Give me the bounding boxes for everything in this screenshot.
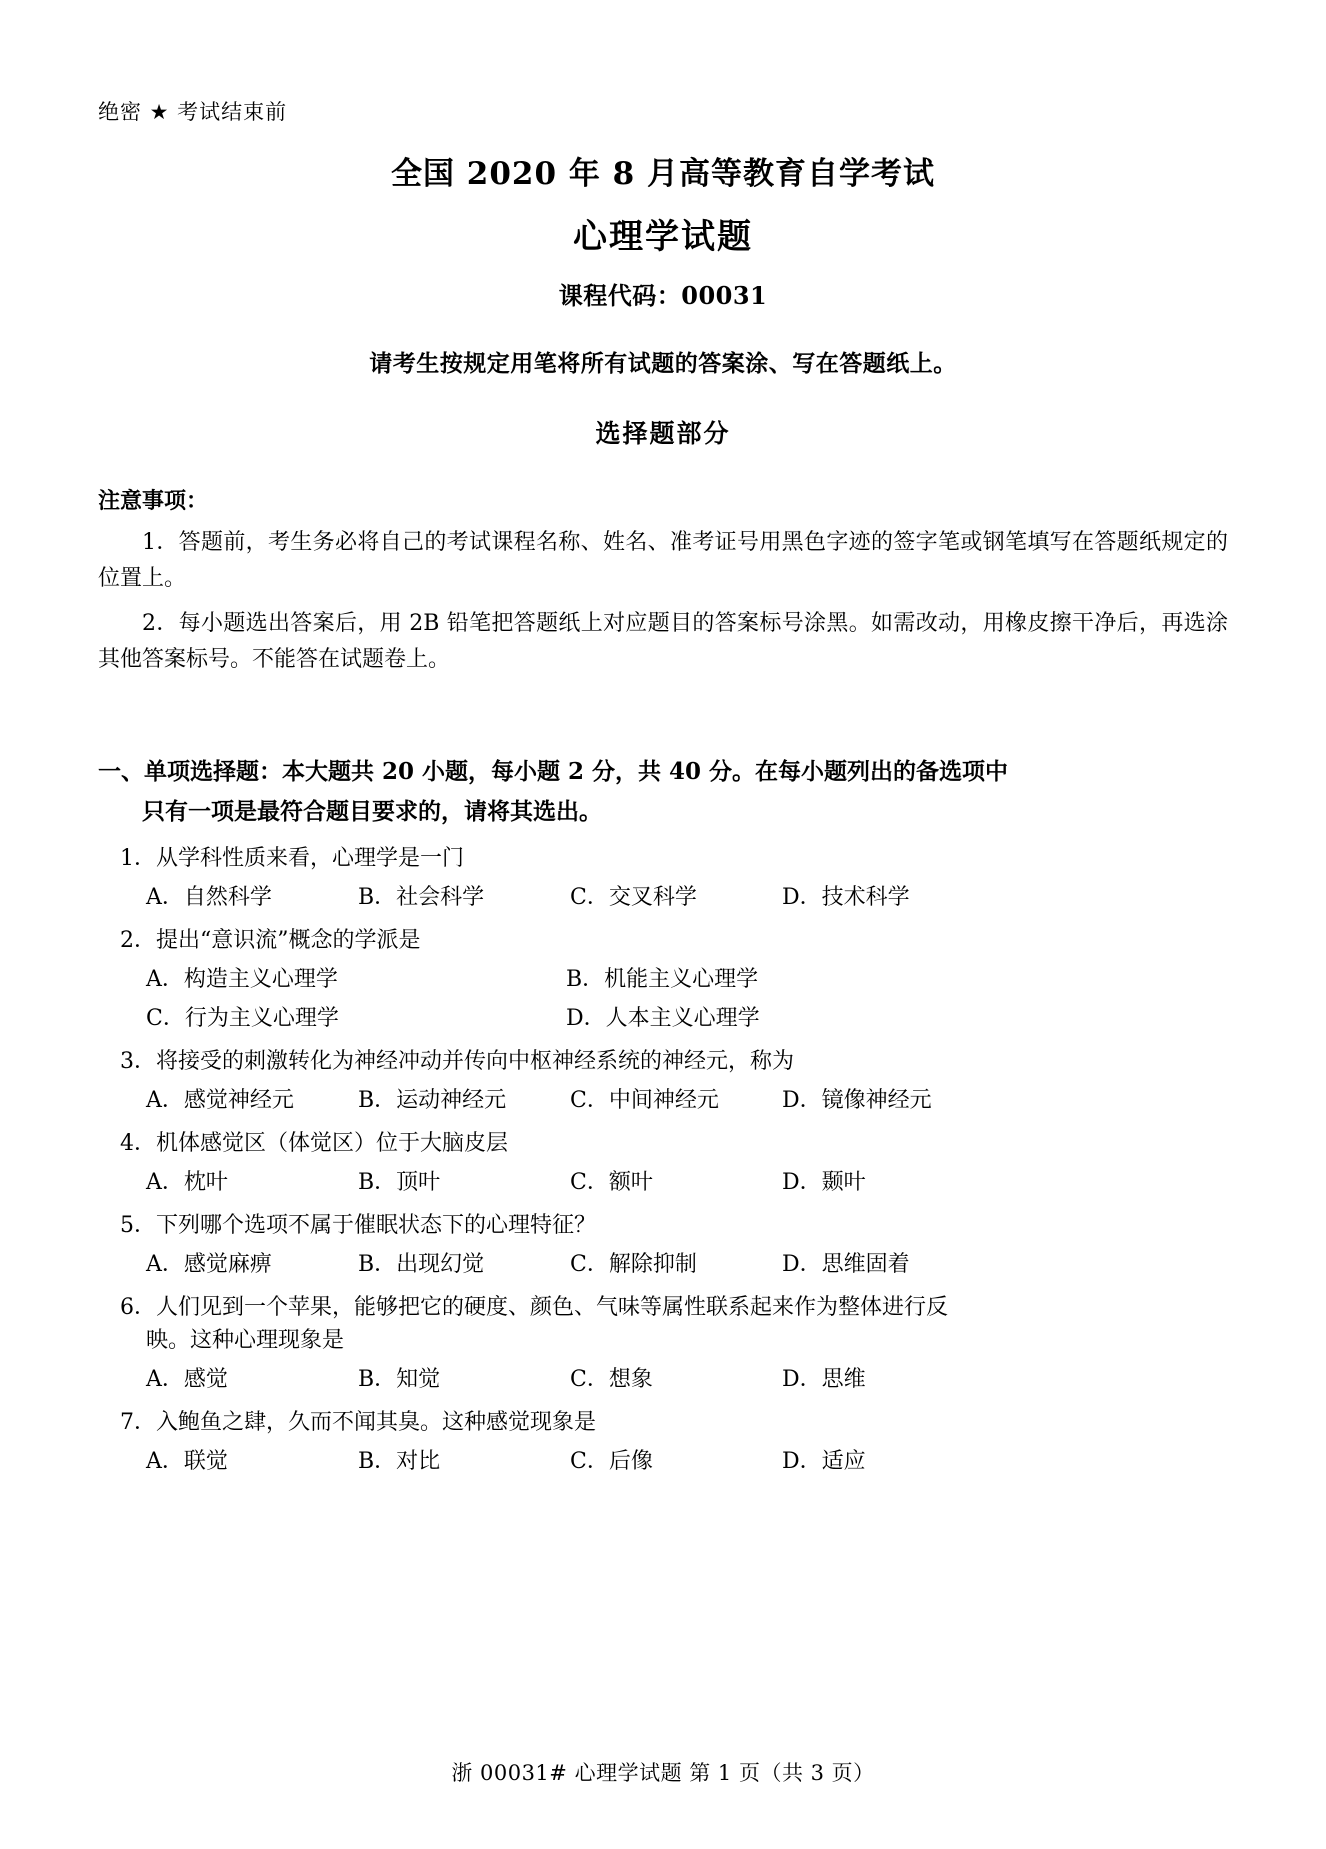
option-b[interactable]: B．对比 bbox=[358, 1449, 441, 1474]
option-d[interactable]: D．思维固着 bbox=[782, 1252, 910, 1277]
question-number: 2． bbox=[120, 928, 156, 953]
option-a[interactable]: A．感觉 bbox=[146, 1367, 228, 1392]
option-b[interactable]: B．出现幻觉 bbox=[358, 1252, 485, 1277]
question-stem-continued: 映。这种心理现象是 bbox=[146, 1328, 345, 1353]
question-text: 将接受的刺激转化为神经冲动并传向中枢神经系统的神经元，称为 bbox=[156, 1049, 795, 1074]
question-stem bbox=[120, 1291, 1228, 1324]
option-row bbox=[98, 963, 1228, 996]
question-text: 入鲍鱼之肆，久而不闻其臭。这种感觉现象是 bbox=[156, 1410, 597, 1435]
option-b[interactable]: B．运动神经元 bbox=[358, 1088, 507, 1113]
option-c[interactable]: C．行为主义心理学 bbox=[146, 1006, 339, 1031]
option-d[interactable]: D．人本主义心理学 bbox=[566, 1006, 760, 1031]
page-footer: 浙 00031# 心理学试题 第 1 页（共 3 页） bbox=[451, 1761, 875, 1785]
attention-item-2: 2．每小题选出答案后，用 2B 铅笔把答题纸上对应题目的答案标号涂黑。如需改动，用橡皮擦干净后，再选涂其他答案标号。不能答在试题卷上。 bbox=[98, 611, 1228, 672]
option-a[interactable]: A．构造主义心理学 bbox=[146, 967, 338, 992]
option-row bbox=[98, 881, 1228, 914]
question-text: 提出“意识流”概念的学派是 bbox=[156, 928, 421, 953]
question-number: 6． bbox=[120, 1295, 156, 1320]
option-row bbox=[98, 1166, 1228, 1199]
question-item bbox=[98, 1045, 1228, 1117]
option-a[interactable]: A．枕叶 bbox=[146, 1170, 228, 1195]
question-stem bbox=[120, 1406, 1228, 1439]
option-d[interactable]: D．思维 bbox=[782, 1367, 866, 1392]
option-d[interactable]: D．技术科学 bbox=[782, 885, 910, 910]
question-number: 1． bbox=[120, 846, 156, 871]
option-row bbox=[98, 1445, 1228, 1478]
option-c[interactable]: C．交叉科学 bbox=[570, 885, 697, 910]
page-content bbox=[98, 96, 1228, 1478]
option-c[interactable]: C．想象 bbox=[570, 1367, 653, 1392]
option-c[interactable]: C．额叶 bbox=[570, 1170, 653, 1195]
big-question-line-1: 一、单项选择题：本大题共 20 小题，每小题 2 分，共 40 分。在每小题列出的备选项中 bbox=[98, 757, 1009, 785]
question-text: 机体感觉区（体觉区）位于大脑皮层 bbox=[156, 1131, 509, 1156]
option-a[interactable]: A．感觉麻痹 bbox=[146, 1252, 272, 1277]
question-item bbox=[98, 1209, 1228, 1281]
question-stem bbox=[120, 924, 1228, 957]
question-text: 从学科性质来看，心理学是一门 bbox=[156, 846, 465, 871]
option-a[interactable]: A．自然科学 bbox=[146, 885, 272, 910]
option-row bbox=[98, 1002, 1228, 1035]
option-d[interactable]: D．适应 bbox=[782, 1449, 866, 1474]
question-stem bbox=[120, 1127, 1228, 1160]
question-number: 5． bbox=[120, 1213, 156, 1238]
option-d[interactable]: D．颞叶 bbox=[782, 1170, 866, 1195]
answer-sheet-notice: 请考生按规定用笔将所有试题的答案涂、写在答题纸上。 bbox=[369, 350, 957, 377]
option-b[interactable]: B．机能主义心理学 bbox=[566, 967, 759, 992]
option-c[interactable]: C．中间神经元 bbox=[570, 1088, 719, 1113]
big-question-line-2: 只有一项是最符合题目要求的，请将其选出。 bbox=[142, 797, 602, 825]
option-b[interactable]: B．知觉 bbox=[358, 1367, 441, 1392]
subject-title: 心理学试题 bbox=[573, 217, 753, 257]
question-text: 下列哪个选项不属于催眠状态下的心理特征？ bbox=[156, 1213, 597, 1238]
attention-heading: 注意事项： bbox=[98, 488, 209, 514]
section-title: 选择题部分 bbox=[595, 419, 731, 448]
option-b[interactable]: B．顶叶 bbox=[358, 1170, 441, 1195]
attention-item-1: 1．答题前，考生务必将自己的考试课程名称、姓名、准考证号用黑色字迹的签字笔或钢笔填写在答题纸规定的位置上。 bbox=[98, 530, 1228, 591]
question-text: 人们见到一个苹果，能够把它的硬度、颜色、气味等属性联系起来作为整体进行反 bbox=[156, 1295, 949, 1320]
option-a[interactable]: A．感觉神经元 bbox=[146, 1088, 294, 1113]
question-item bbox=[98, 924, 1228, 1035]
option-d[interactable]: D．镜像神经元 bbox=[782, 1088, 932, 1113]
option-row bbox=[98, 1363, 1228, 1396]
question-item bbox=[98, 842, 1228, 914]
secret-notice: 绝密 ★ 考试结束前 bbox=[98, 100, 288, 124]
question-number: 3． bbox=[120, 1049, 156, 1074]
question-item bbox=[98, 1406, 1228, 1478]
question-item bbox=[98, 1127, 1228, 1199]
big-question-heading bbox=[98, 752, 1228, 833]
option-a[interactable]: A．联觉 bbox=[146, 1449, 228, 1474]
option-c[interactable]: C．解除抑制 bbox=[570, 1252, 697, 1277]
option-row bbox=[98, 1084, 1228, 1117]
question-item bbox=[98, 1291, 1228, 1396]
question-stem bbox=[120, 842, 1228, 875]
question-number: 7． bbox=[120, 1410, 156, 1435]
option-b[interactable]: B．社会科学 bbox=[358, 885, 485, 910]
page-title: 全国 2020 年 8 月高等教育自学考试 bbox=[390, 156, 936, 192]
question-stem bbox=[120, 1045, 1228, 1078]
option-c[interactable]: C．后像 bbox=[570, 1449, 653, 1474]
course-code: 课程代码：00031 bbox=[558, 281, 768, 310]
question-stem bbox=[120, 1209, 1228, 1242]
option-row bbox=[98, 1248, 1228, 1281]
question-number: 4． bbox=[120, 1131, 156, 1156]
